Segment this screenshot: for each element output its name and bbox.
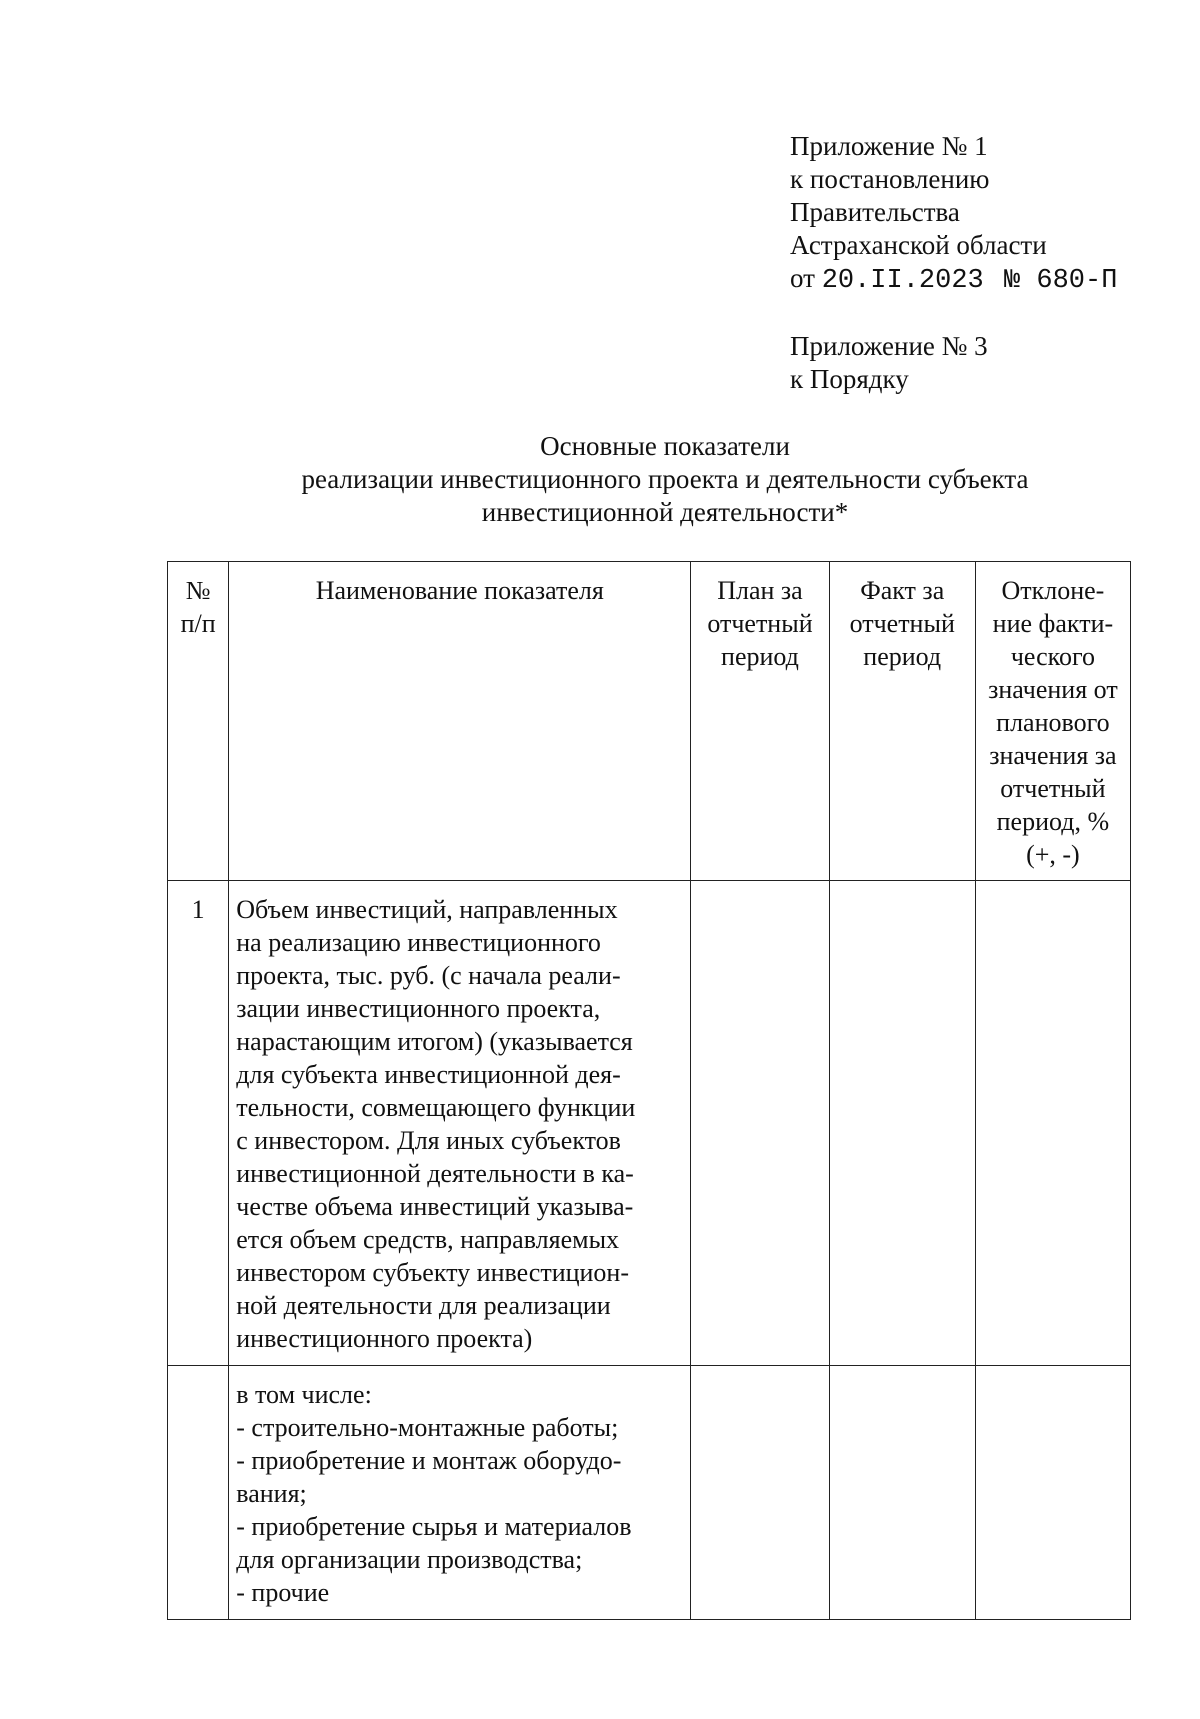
indicator-line: зации инвестиционного проекта,: [236, 994, 601, 1023]
header-plan-line: отчетный: [707, 609, 813, 638]
table-row: [168, 1366, 1131, 1620]
indicator-line: Объем инвестиций, направленных: [236, 895, 618, 924]
fact-cell: [829, 881, 975, 1366]
header-deviation-line: период, %: [996, 807, 1110, 836]
header-fact: [829, 562, 975, 881]
title-line-3: инвестиционной деятельности*: [481, 497, 849, 527]
appendix-1-line4: Астраханской области: [790, 230, 1047, 260]
header-num-line: п/п: [180, 609, 216, 638]
title-line-2: реализации инвестиционного проекта и деятельности субъекта: [301, 464, 1029, 494]
indicator-line: инвестиционной деятельности в ка-: [236, 1159, 634, 1188]
header-deviation-line: значения за: [989, 741, 1117, 770]
indicator-line: тельности, совмещающего функции: [236, 1093, 636, 1122]
indicator-line: нарастающим итогом) (указывается: [236, 1027, 633, 1056]
header-plan: [691, 562, 829, 881]
indicators-table: [167, 561, 1131, 1620]
table-header-row: [168, 562, 1131, 881]
appendix-3-title: Приложение № 3: [790, 331, 988, 361]
document-title: [170, 430, 1160, 529]
indicator-line: ется объем средств, направляемых: [236, 1225, 620, 1254]
indicator-line: - приобретение сырья и материалов: [236, 1512, 632, 1541]
header-num-line: №: [185, 576, 211, 605]
appendix-1-date-line: [790, 262, 1117, 298]
title-line-1: Основные показатели: [540, 431, 790, 461]
header-plan-line: период: [721, 642, 799, 671]
indicator-line: - строительно-монтажные работы;: [236, 1413, 619, 1442]
decree-number: № 680-П: [1003, 266, 1118, 296]
indicator-line: инвестиционного проекта): [236, 1324, 533, 1353]
header-name-text: Наименование показателя: [315, 576, 604, 605]
indicator-name: [229, 1366, 691, 1620]
row-number: 1: [168, 881, 229, 1366]
header-fact-line: Факт за: [860, 576, 945, 605]
header-name: [229, 562, 691, 881]
appendix-1-line3: Правительства: [790, 197, 960, 227]
appendix-3-block: [790, 330, 988, 396]
indicator-line: вания;: [236, 1479, 307, 1508]
row-number: [168, 1366, 229, 1620]
indicator-line: на реализацию инвестиционного: [236, 928, 601, 957]
appendix-3-line2: к Порядку: [790, 364, 909, 394]
appendix-1-title: Приложение № 1: [790, 131, 988, 161]
indicator-line: для организации производства;: [236, 1545, 583, 1574]
indicator-line: ной деятельности для реализации: [236, 1291, 611, 1320]
decree-date: 20.II.2023: [821, 266, 984, 296]
header-deviation-line: Отклоне-: [1001, 576, 1105, 605]
appendix-1-line2: к постановлению: [790, 164, 990, 194]
indicator-line: с инвестором. Для иных субъектов: [236, 1126, 621, 1155]
header-fact-line: отчетный: [849, 609, 955, 638]
indicator-line: - прочие: [236, 1578, 330, 1607]
plan-cell: [691, 881, 829, 1366]
date-prefix: от: [790, 263, 815, 293]
header-fact-line: период: [863, 642, 942, 671]
header-deviation-line: отчетный: [1000, 774, 1106, 803]
indicator-line: для субъекта инвестиционной дея-: [236, 1060, 621, 1089]
header-deviation-line: значения от: [988, 675, 1118, 704]
header-deviation-line: ние факти-: [992, 609, 1114, 638]
table-row: [168, 881, 1131, 1366]
deviation-cell: [975, 1366, 1130, 1620]
indicator-line: инвестором субъекту инвестицион-: [236, 1258, 630, 1287]
header-plan-line: План за: [717, 576, 803, 605]
header-deviation-line: планового: [996, 708, 1110, 737]
header-deviation: [975, 562, 1130, 881]
header-deviation-line: ческого: [1010, 642, 1095, 671]
appendix-1-block: [790, 130, 1117, 298]
indicator-name: [229, 881, 691, 1366]
fact-cell: [829, 1366, 975, 1620]
header-deviation-line: (+, -): [1026, 840, 1080, 869]
indicator-line: проекта, тыс. руб. (с начала реали-: [236, 961, 621, 990]
indicator-line: в том числе:: [236, 1380, 372, 1409]
plan-cell: [691, 1366, 829, 1620]
header-num: [168, 562, 229, 881]
indicator-line: честве объема инвестиций указыва-: [236, 1192, 634, 1221]
indicator-line: - приобретение и монтаж оборудо-: [236, 1446, 622, 1475]
deviation-cell: [975, 881, 1130, 1366]
